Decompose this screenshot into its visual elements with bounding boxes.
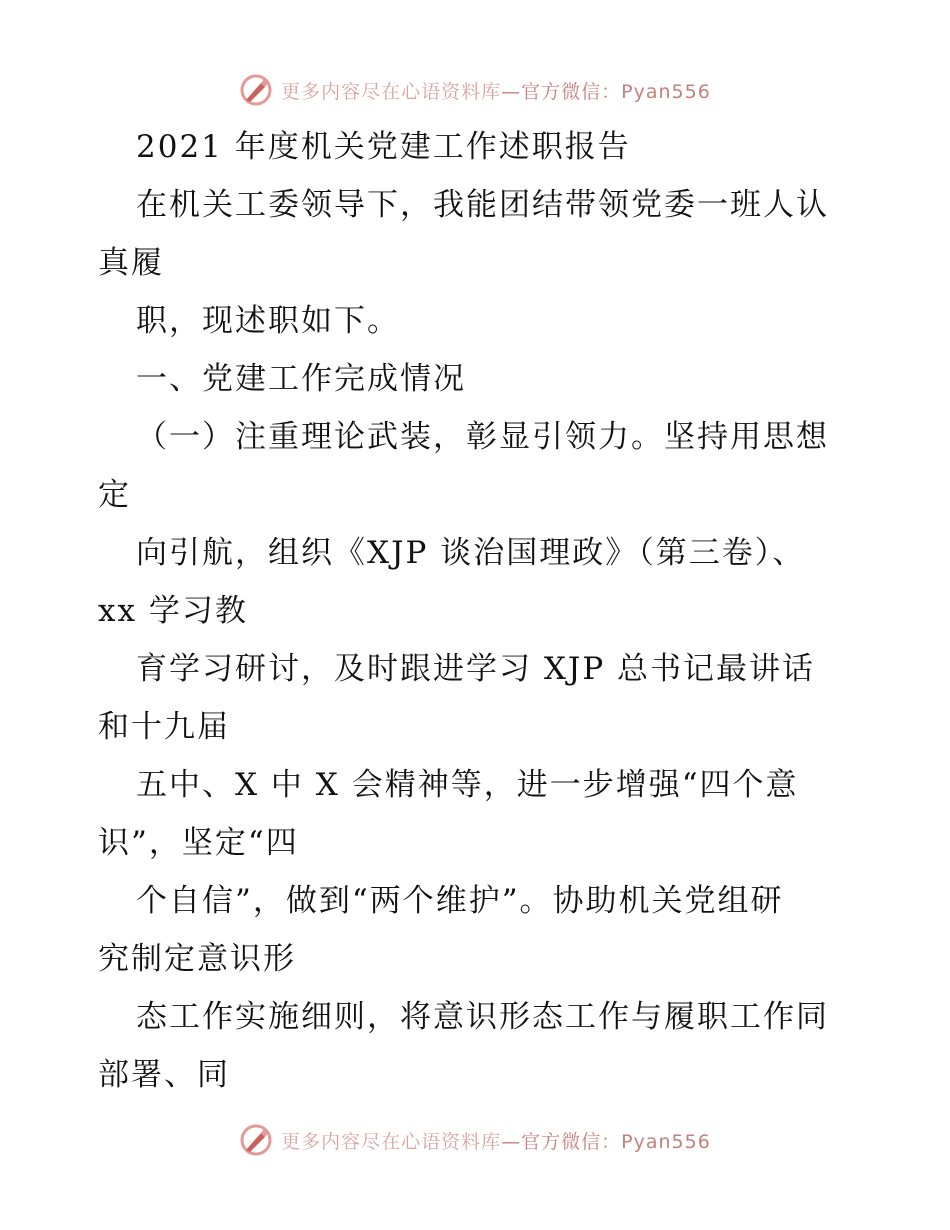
text-line: 究制定意识形 [98, 941, 296, 977]
pen-logo-icon [239, 1123, 273, 1157]
document-title: 2021 年度机关党建工作述职报告 [136, 129, 631, 165]
pen-logo-icon [239, 73, 273, 107]
document-body [98, 118, 858, 1104]
text-line: 识”，坚定“四 [98, 825, 299, 861]
text-line: （一）注重理论武装，彰显引领力。坚持用思想 [136, 419, 829, 455]
text-line: 真履 [98, 245, 164, 281]
watermark-contact-text: —官方微信：Pyan556 [501, 1130, 711, 1153]
text-line: 个自信”，做到“两个维护”。协助机关党组研 [136, 883, 784, 919]
watermark-contact-text: —官方微信：Pyan556 [501, 80, 711, 103]
text-line: xx 学习教 [98, 593, 248, 629]
text-line: 态工作实施细则，将意识形态工作与履职工作同 [136, 999, 829, 1035]
text-line: 向引航，组织《XJP 谈治国理政》（第三卷）、 [136, 535, 806, 571]
watermark-main-text: 更多内容尽在心语资料库 [281, 80, 502, 103]
text-line: 部署、同 [98, 1057, 230, 1093]
watermark-banner-top [0, 70, 950, 110]
text-line: 定 [98, 477, 131, 513]
text-line: 一、党建工作完成情况 [136, 361, 466, 397]
watermark-main-text: 更多内容尽在心语资料库 [281, 1130, 502, 1153]
text-line: 在机关工委领导下，我能团结带领党委一班人认 [136, 187, 829, 223]
watermark-banner-bottom [0, 1120, 950, 1160]
text-line: 职，现述职如下。 [136, 303, 400, 339]
text-line: 和十九届 [98, 709, 230, 745]
text-line: 育学习研讨，及时跟进学习 XJP 总书记最讲话 [136, 651, 816, 687]
text-line: 五中、X 中 X 会精神等，进一步增强“四个意 [136, 767, 799, 803]
